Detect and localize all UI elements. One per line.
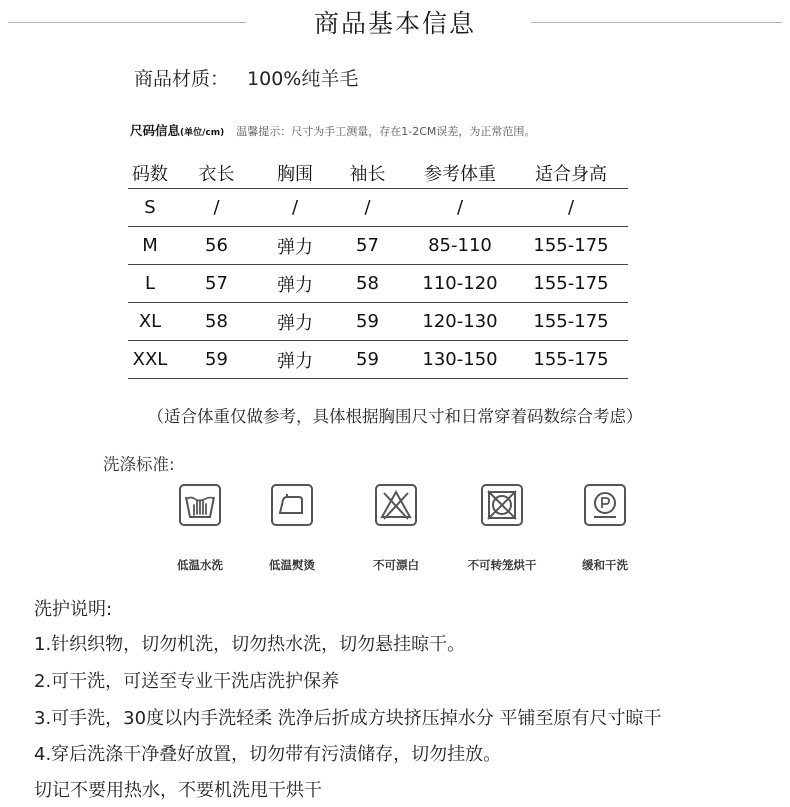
material-label: 商品材质： (134, 68, 230, 90)
care-line: 2.可干洗，可送至专业干洗店洗护保养 (34, 671, 340, 692)
table-cell: / (261, 189, 329, 227)
wash-label: 不可漂白 (373, 558, 419, 572)
material-row (134, 64, 358, 91)
header-cell: 袖长 (329, 158, 406, 189)
size-info-tip: 温馨提示：尺寸为手工测量，存在1-2CM误差，为正常范围。 (236, 125, 536, 138)
title-rule-right (531, 22, 782, 23)
table-cell: M (128, 227, 172, 265)
table-cell: 110-120 (406, 265, 514, 303)
table-cell: 弹力 (261, 341, 329, 379)
size-info (130, 121, 535, 139)
header-cell: 衣长 (172, 158, 261, 189)
table-cell: 155-175 (514, 303, 628, 341)
gentle-dry-clean-icon (584, 484, 626, 526)
table-cell: 56 (172, 227, 261, 265)
table-cell: 58 (172, 303, 261, 341)
table-cell: XXL (128, 341, 172, 379)
no-tumble-dry-icon (481, 484, 523, 526)
table-cell: 弹力 (261, 303, 329, 341)
washing-title: 洗涤标准: (103, 455, 175, 474)
table-cell: 155-175 (514, 227, 628, 265)
care-line: 1.针织织物，切勿机洗，切勿热水洗，切勿悬挂晾干。 (34, 634, 466, 655)
table-cell: 155-175 (514, 265, 628, 303)
material-value: 100%纯羊毛 (247, 68, 359, 90)
care-line: 切记不要用热水，不要机洗甩干烘干 (34, 780, 322, 801)
size-info-unit: (单位/cm) (180, 128, 225, 138)
header-cell: 适合身高 (514, 158, 628, 189)
table-cell: 58 (329, 265, 406, 303)
table-row (128, 227, 628, 265)
no-bleach-icon (375, 484, 417, 526)
table-cell: 130-150 (406, 341, 514, 379)
wash-label: 不可转笼烘干 (467, 558, 537, 572)
page-title: 商品基本信息 (313, 9, 476, 38)
low-temp-iron-icon (271, 484, 313, 526)
header-cell: 码数 (128, 158, 172, 189)
table-cell: 155-175 (514, 341, 628, 379)
table-row (128, 341, 628, 379)
table-cell: 57 (172, 265, 261, 303)
care-line: 4.穿后洗涤干净叠好放置，切勿带有污渍储存，切勿挂放。 (34, 744, 502, 765)
table-cell: 59 (329, 341, 406, 379)
wash-label: 低温熨烫 (269, 558, 315, 572)
size-note: （适合体重仅做参考，具体根据胸围尺寸和日常穿着码数综合考虑） (147, 407, 643, 426)
wash-label: 缓和干洗 (582, 558, 628, 572)
header-cell: 胸围 (261, 158, 329, 189)
table-row (128, 189, 628, 227)
table-row (128, 303, 628, 341)
care-title: 洗护说明: (34, 599, 113, 620)
table-cell: / (406, 189, 514, 227)
low-temp-hand-wash-icon (179, 484, 221, 526)
size-info-title: 尺码信息 (130, 123, 181, 138)
wash-label: 低温水洗 (177, 558, 223, 572)
table-cell: XL (128, 303, 172, 341)
table-row (128, 265, 628, 303)
table-cell: 120-130 (406, 303, 514, 341)
size-table-header (128, 158, 628, 189)
table-cell: L (128, 265, 172, 303)
table-cell: 弹力 (261, 265, 329, 303)
table-cell: 59 (172, 341, 261, 379)
size-table (128, 158, 628, 379)
header-cell: 参考体重 (406, 158, 514, 189)
table-cell: / (329, 189, 406, 227)
table-cell: 59 (329, 303, 406, 341)
table-cell: 85-110 (406, 227, 514, 265)
care-line: 3.可手洗，30度以内手洗轻柔 洗净后折成方块挤压掉水分 平铺至原有尺寸晾干 (34, 708, 662, 729)
table-cell: / (172, 189, 261, 227)
table-cell: 57 (329, 227, 406, 265)
table-cell: S (128, 189, 172, 227)
table-cell: 弹力 (261, 227, 329, 265)
table-cell: / (514, 189, 628, 227)
